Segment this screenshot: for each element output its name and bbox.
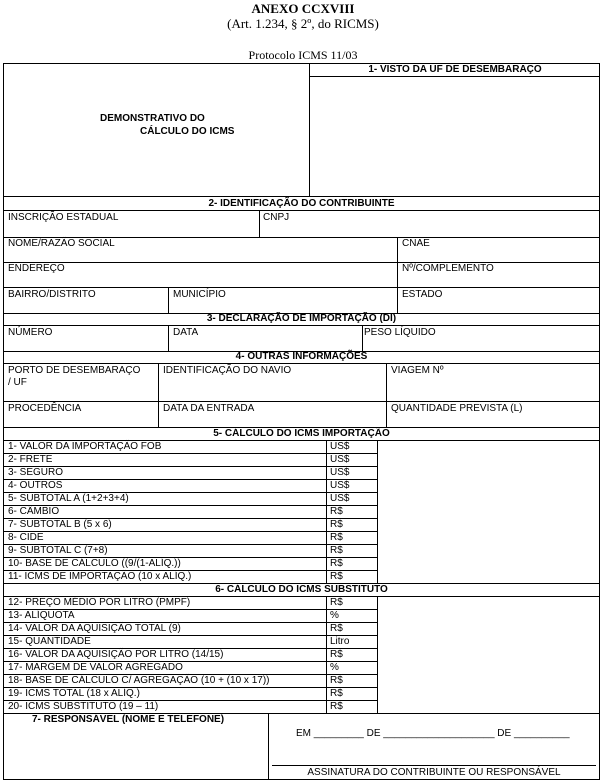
bairro-distrito-field[interactable]: BAIRRO/DISTRITO xyxy=(8,289,96,300)
signature-label: ASSINATURA DO CONTRIBUINTE OU RESPONSÁVEL xyxy=(307,767,561,778)
cnae-field[interactable]: CNAE xyxy=(402,238,430,249)
calc-row-value-field[interactable] xyxy=(378,531,600,544)
calc-row-value-field[interactable] xyxy=(378,518,600,531)
endereco-field[interactable]: ENDEREÇO xyxy=(8,263,65,274)
quantidade-prevista-field[interactable]: QUANTIDADE PREVISTA (L) xyxy=(391,403,523,414)
calc-row-unit: R$ xyxy=(330,571,343,582)
column-divider xyxy=(326,440,327,583)
section6-title: 6- CÁLCULO DO ICMS SUBSTITUTO xyxy=(215,584,388,595)
calc-row-unit: % xyxy=(330,610,339,621)
calc-row-value-field[interactable] xyxy=(378,687,600,700)
calc-row-value-field[interactable] xyxy=(378,596,600,609)
data-entrada-field[interactable]: DATA DA ENTRADA xyxy=(163,403,255,414)
calc-row-value-field[interactable] xyxy=(378,505,600,518)
di-numero-field[interactable]: NÚMERO xyxy=(8,327,53,338)
calc-row-unit: R$ xyxy=(330,649,343,660)
divider xyxy=(168,325,169,351)
calc-row-value-field[interactable] xyxy=(378,674,600,687)
calc-row-unit: R$ xyxy=(330,675,343,686)
calc-row-unit: US$ xyxy=(330,467,350,478)
identificacao-navio-field[interactable]: IDENTIFICAÇÃO DO NAVIO xyxy=(163,365,292,376)
calc-row-unit: R$ xyxy=(330,519,343,530)
porto-desembaraco-uf-label: / UF xyxy=(8,377,27,388)
calc-row-value-field[interactable] xyxy=(378,492,600,505)
divider xyxy=(3,401,600,402)
calc-row-unit: US$ xyxy=(330,454,350,465)
estado-field[interactable]: ESTADO xyxy=(402,289,443,300)
divider xyxy=(362,325,363,351)
calc-row-label: 15- QUANTIDADE xyxy=(8,636,91,647)
column-divider xyxy=(377,440,378,583)
signature-line xyxy=(272,765,596,766)
calc-row-unit: R$ xyxy=(330,532,343,543)
calc-row-value-field[interactable] xyxy=(378,466,600,479)
porto-desembaraco-field[interactable]: PORTO DE DESEMBARAÇO xyxy=(8,365,141,376)
divider xyxy=(386,363,387,427)
calc-row-value-field[interactable] xyxy=(378,557,600,570)
row-divider xyxy=(3,453,377,454)
section3-title: 3- DECLARAÇÃO DE IMPORTAÇÃO (DI) xyxy=(206,313,397,324)
procedencia-field[interactable]: PROCEDÊNCIA xyxy=(8,403,82,414)
calc-row-unit: R$ xyxy=(330,597,343,608)
calc-row-label: 14- VALOR DA AQUISIÇÃO TOTAL (9) xyxy=(8,623,181,634)
calc-row-value-field[interactable] xyxy=(378,648,600,661)
divider xyxy=(3,325,600,326)
signature-date-line[interactable]: EM _________ DE ____________________ DE __________ xyxy=(296,728,570,739)
calc-row-value-field[interactable] xyxy=(378,661,600,674)
divider xyxy=(259,210,260,237)
calc-row-unit: Litro xyxy=(330,636,350,647)
divider xyxy=(3,363,600,364)
protocol-reference: Protocolo ICMS 11/03 xyxy=(248,48,358,62)
column-divider xyxy=(326,596,327,713)
calc-row-unit: R$ xyxy=(330,701,343,712)
inscricao-estadual-field[interactable]: INSCRIÇÃO ESTADUAL xyxy=(8,212,119,223)
calc-row-value-field[interactable] xyxy=(378,609,600,622)
calc-row-unit: US$ xyxy=(330,441,350,452)
section5-title: 5- CÁLCULO DO ICMS IMPORTAÇÃO xyxy=(213,428,390,439)
calc-row-unit: US$ xyxy=(330,480,350,491)
calc-row-label: 2- FRETE xyxy=(8,454,53,465)
calc-row-unit: US$ xyxy=(330,493,350,504)
calc-row-value-field[interactable] xyxy=(378,570,600,583)
divider xyxy=(3,262,600,263)
calc-row-label: 11- ICMS DE IMPORTAÇÃO (10 x ALÍQ.) xyxy=(8,571,192,582)
calc-row-label: 12- PREÇO MÉDIO POR LITRO (PMPF) xyxy=(8,597,191,608)
divider xyxy=(309,63,310,196)
demonstrativo-title-line2: CÁLCULO DO ICMS xyxy=(140,126,235,137)
divider xyxy=(168,287,169,313)
calc-row-label: 10- BASE DE CÁLCULO ((9/(1-ALÍQ.)) xyxy=(8,558,181,569)
calc-row-label: 5- SUBTOTAL A (1+2+3+4) xyxy=(8,493,129,504)
section1-title: 1- VISTO DA UF DE DESEMBARAÇO xyxy=(368,64,542,75)
cnpj-field[interactable]: CNPJ xyxy=(263,212,290,223)
calc-row-label: 1- VALOR DA IMPORTAÇÃO FOB xyxy=(8,441,162,452)
calc-row-label: 7- SUBTOTAL B (5 x 6) xyxy=(8,519,112,530)
section4-title: 4- OUTRAS INFORMAÇÕES xyxy=(235,351,368,362)
divider xyxy=(3,287,600,288)
calc-row-value-field[interactable] xyxy=(378,544,600,557)
calc-row-label: 4- OUTROS xyxy=(8,480,63,491)
divider xyxy=(397,237,398,313)
calc-row-label: 8- CIDE xyxy=(8,532,44,543)
calc-row-value-field[interactable] xyxy=(378,622,600,635)
peso-liquido-field[interactable]: PESO LÍQUIDO xyxy=(364,327,436,338)
calc-row-label: 3- SEGURO xyxy=(8,467,64,478)
calc-row-value-field[interactable] xyxy=(378,453,600,466)
calc-row-unit: % xyxy=(330,662,339,673)
calc-row-label: 13- ALÍQUOTA xyxy=(8,610,75,621)
calc-row-label: 19- ICMS TOTAL (18 x ALÍQ.) xyxy=(8,688,140,699)
calc-row-unit: R$ xyxy=(330,506,343,517)
row-divider xyxy=(3,531,377,532)
section7-title: 7- RESPONSÁVEL (NOME E TELEFONE) xyxy=(32,714,225,725)
column-divider xyxy=(377,596,378,713)
annex-title: ANEXO CCXVIII xyxy=(251,1,355,16)
viagem-field[interactable]: VIAGEM Nº xyxy=(391,365,444,376)
calc-row-value-field[interactable] xyxy=(378,479,600,492)
calc-row-unit: R$ xyxy=(330,558,343,569)
calc-row-value-field[interactable] xyxy=(378,700,600,713)
calc-row-unit: R$ xyxy=(330,623,343,634)
calc-row-label: 17- MARGEM DE VALOR AGREGADO xyxy=(8,662,183,673)
divider xyxy=(309,76,600,77)
article-reference: (Art. 1.234, § 2º, do RICMS) xyxy=(227,16,379,31)
calc-row-unit: R$ xyxy=(330,688,343,699)
di-data-field[interactable]: DATA xyxy=(173,327,199,338)
calc-row-label: 18- BASE DE CÁLCULO C/ AGREGAÇÃO (10 + (10 x 17)) xyxy=(8,675,270,686)
divider xyxy=(158,363,159,427)
divider xyxy=(3,196,600,197)
divider xyxy=(3,210,600,211)
section2-title: 2- IDENTIFICAÇÃO DO CONTRIBUINTE xyxy=(208,198,395,209)
calc-row-value-field[interactable] xyxy=(378,440,600,453)
nome-razao-social-field[interactable]: NOME/RAZÃO SOCIAL xyxy=(8,238,115,249)
calc-row-label: 16- VALOR DA AQUISIÇÃO POR LITRO (14/15) xyxy=(8,649,224,660)
calc-row-label: 9- SUBTOTAL C (7+8) xyxy=(8,545,108,556)
municipio-field[interactable]: MUNICÍPIO xyxy=(173,289,226,300)
calc-row-label: 6- CÂMBIO xyxy=(8,506,60,517)
demonstrativo-title-line1: DEMONSTRATIVO DO xyxy=(100,113,205,124)
calc-row-value-field[interactable] xyxy=(378,635,600,648)
calc-row-label: 20- ICMS SUBSTITUTO (19 – 11) xyxy=(8,701,159,712)
calc-row-unit: R$ xyxy=(330,545,343,556)
complemento-field[interactable]: Nº/COMPLEMENTO xyxy=(402,263,494,274)
